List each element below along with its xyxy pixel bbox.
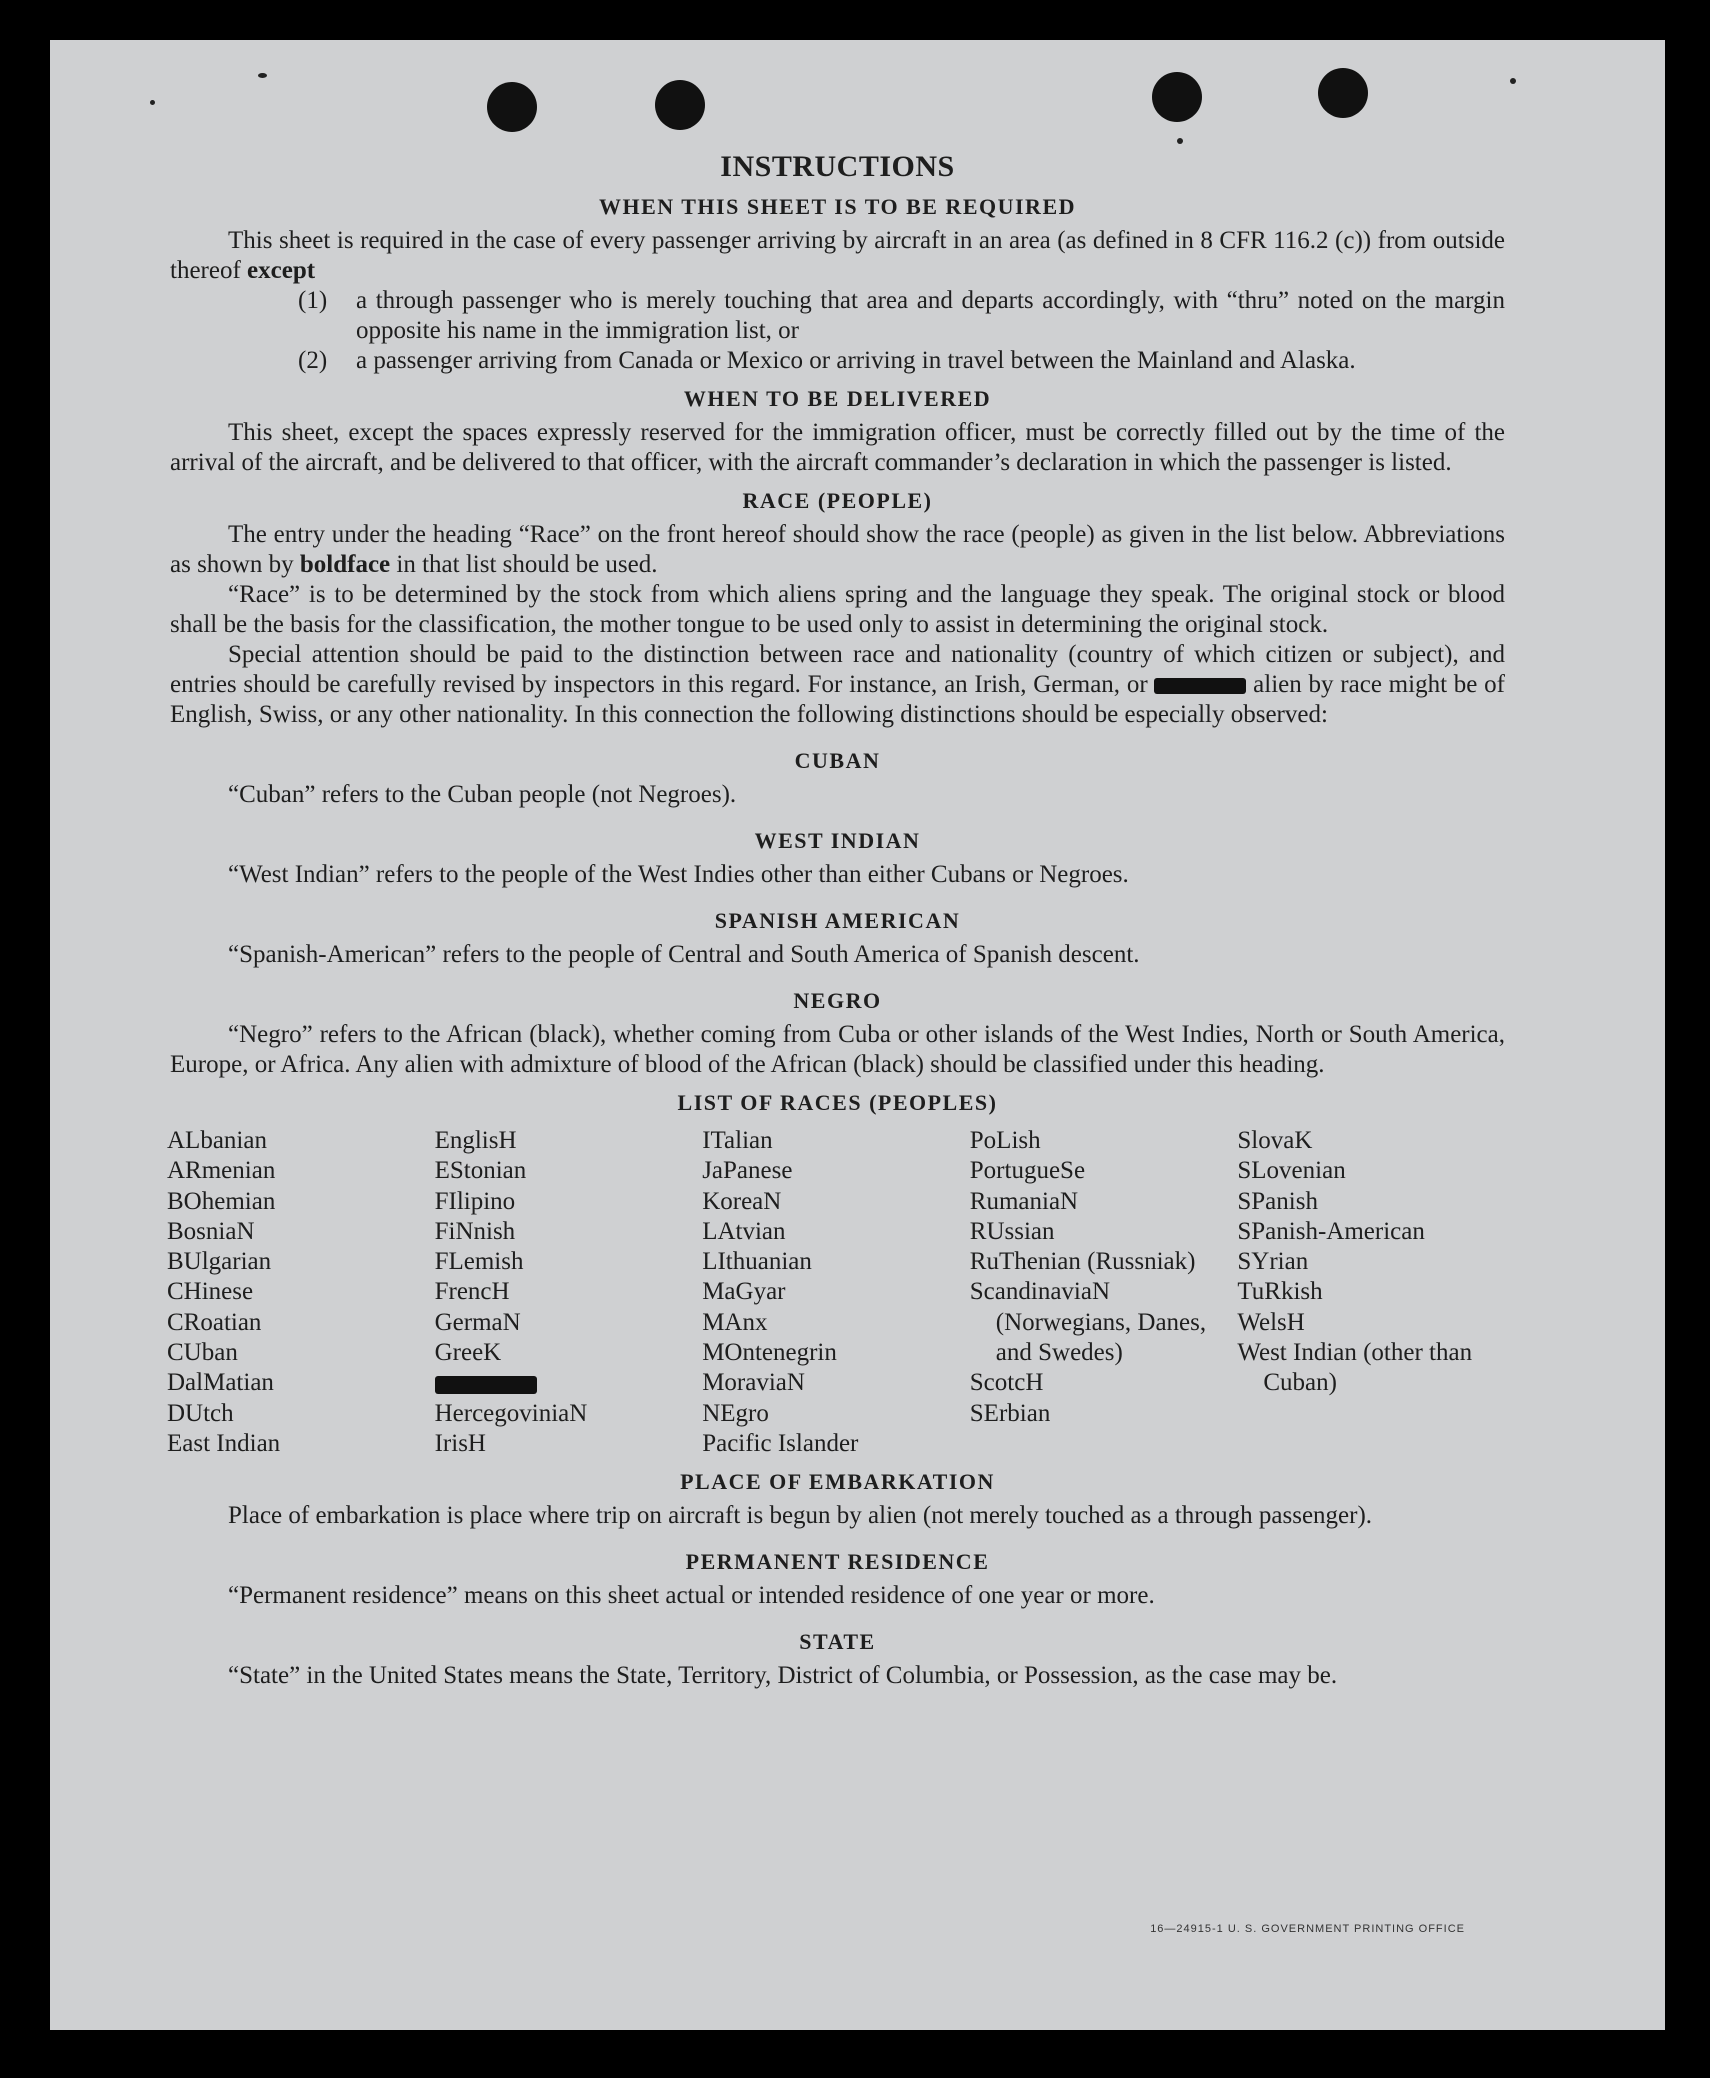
race-list-item: MoraviaN	[702, 1369, 805, 1397]
race-list-item: SErbian	[969, 1399, 1051, 1427]
printing-office-code: 16—24915-1 U. S. GOVERNMENT PRINTING OFFICE	[1150, 1923, 1465, 1935]
race-list-item: BOhemian	[167, 1187, 276, 1215]
race-list	[167, 1126, 1505, 1459]
required-intro: This sheet is required in the case of every passenger arriving by aircraft in an area (as defined in 8 CFR 116.2 (c)) from outside thereof except	[170, 227, 1505, 284]
race-paragraph-1: The entry under the heading “Race” on the front hereof should show the race (people) as given in the list below. Abbreviations as shown by boldface in that list should be used.	[170, 521, 1505, 578]
section-heading-state: STATE	[799, 1629, 876, 1655]
scan-speck	[1510, 78, 1516, 84]
punch-hole	[1318, 68, 1368, 118]
residence-text: “Permanent residence” means on this sheet actual or intended residence of one year or more.	[228, 1582, 1155, 1610]
race-list-item: EStonian	[434, 1157, 527, 1185]
race-list-item: CUban	[167, 1339, 238, 1367]
race-list-item: TuRkish	[1237, 1278, 1323, 1306]
race-column	[167, 1126, 435, 1459]
race-list-item	[435, 1368, 703, 1398]
race-list-item: NEgro	[702, 1399, 769, 1427]
cuban-text: “Cuban” refers to the Cuban people (not Negroes).	[228, 781, 737, 808]
race-list-item: FrencH	[434, 1278, 510, 1306]
race-paragraph-2: “Race” is to be determined by the stock from which aliens spring and the language they speak. The original stock or blood shall be the basis for the classification, the mother tongue to be used only to assist in determining the original stock.	[170, 581, 1505, 638]
section-heading-race: RACE (PEOPLE)	[742, 488, 933, 513]
race-list-item: DUtch	[167, 1399, 234, 1427]
document-page	[50, 40, 1665, 2030]
page-title: INSTRUCTIONS	[720, 150, 955, 183]
race-list-item: MAnx	[702, 1308, 768, 1336]
race-list-item: MOntenegrin	[702, 1339, 837, 1367]
race-list-item: ITalian	[702, 1127, 773, 1154]
race-list-item: FIlipino	[434, 1187, 516, 1215]
race-list-item: BUlgarian	[167, 1248, 272, 1276]
section-heading-west-indian: WEST INDIAN	[754, 828, 921, 853]
race-list-item: West Indian (other than Cuban)	[1237, 1339, 1473, 1397]
punch-hole	[487, 82, 537, 132]
race-list-item: JaPanese	[702, 1157, 793, 1185]
section-heading-spanish-american: SPANISH AMERICAN	[714, 908, 961, 933]
race-list-item: RumaniaN	[969, 1187, 1079, 1215]
race-list-item: RuThenian (Russniak)	[969, 1248, 1196, 1276]
race-list-item: LAtvian	[702, 1217, 786, 1245]
section-heading-negro: NEGRO	[793, 988, 882, 1013]
race-list-item: IrisH	[434, 1429, 486, 1457]
section-heading-residence: PERMANENT RESIDENCE	[685, 1549, 990, 1575]
race-column	[702, 1126, 970, 1459]
race-column	[435, 1126, 703, 1459]
state-text: “State” in the United States means the State, Territory, District of Columbia, or Possession, as the case may be.	[228, 1662, 1338, 1690]
race-list-item: WelsH	[1237, 1308, 1305, 1336]
race-list-item: SLovenian	[1237, 1157, 1346, 1185]
race-list-item: FLemish	[434, 1248, 524, 1276]
redaction-mark	[435, 1376, 537, 1394]
race-list-item: Pacific Islander	[702, 1429, 859, 1457]
race-list-item: SPanish	[1237, 1187, 1318, 1215]
scan-speck	[1177, 138, 1183, 144]
negro-text: “Negro” refers to the African (black), whether coming from Cuba or other islands of the West Indies, North or South America, Europe, or Africa. Any alien with admixture of blood of the African (black) should be classified under this heading.	[170, 1021, 1505, 1078]
race-list-item: RUssian	[969, 1217, 1055, 1245]
section-heading-required: WHEN THIS SHEET IS TO BE REQUIRED	[598, 194, 1077, 219]
race-list-item: DalMatian	[167, 1369, 274, 1397]
race-list-item: ScandinaviaN (Norwegians, Danes, and Swedes)	[969, 1278, 1207, 1367]
section-heading-list-of-races: LIST OF RACES (PEOPLES)	[677, 1090, 998, 1115]
race-list-item: GermaN	[434, 1308, 521, 1336]
race-list-item: ScotcH	[969, 1369, 1044, 1397]
race-list-item: PortugueSe	[969, 1157, 1086, 1185]
race-list-item: KoreaN	[702, 1187, 782, 1215]
race-list-item: PoLish	[969, 1127, 1041, 1154]
race-list-item: LIthuanian	[702, 1248, 812, 1276]
section-heading-delivered: WHEN TO BE DELIVERED	[683, 386, 992, 411]
west-indian-text: “West Indian” refers to the people of the West Indies other than either Cubans or Negroes.	[228, 861, 1129, 888]
embarkation-text: Place of embarkation is place where trip on aircraft is begun by alien (not merely touched as a through passenger).	[228, 1502, 1373, 1530]
race-column	[1237, 1126, 1505, 1459]
race-list-item: SYrian	[1237, 1248, 1309, 1276]
race-column	[970, 1126, 1238, 1459]
race-list-item: CRoatian	[167, 1308, 262, 1336]
section-heading-embarkation: PLACE OF EMBARKATION	[680, 1469, 995, 1495]
required-item: (1) a through passenger who is merely touching that area and departs accordingly, with “thru” noted on the margin opposite his name in the immigration list, or	[298, 287, 1505, 344]
punch-hole	[1152, 72, 1202, 122]
scan-speck	[150, 100, 155, 105]
race-list-item: SlovaK	[1237, 1127, 1313, 1154]
required-item: (2) a passenger arriving from Canada or Mexico or arriving in travel between the Mainland and Alaska.	[298, 347, 1356, 374]
race-list-item: CHinese	[167, 1278, 254, 1306]
race-list-item: SPanish-American	[1237, 1217, 1425, 1245]
scan-speck	[258, 73, 267, 78]
race-list-item: East Indian	[167, 1429, 281, 1457]
section-heading-cuban: CUBAN	[794, 748, 881, 773]
redaction-mark	[1154, 678, 1246, 694]
race-list-item: GreeK	[434, 1339, 502, 1367]
race-list-item: FiNnish	[434, 1217, 516, 1245]
spanish-american-text: “Spanish-American” refers to the people of Central and South America of Spanish descent.	[228, 941, 1140, 968]
race-list-item: BosniaN	[167, 1217, 255, 1245]
race-list-item: ALbanian	[167, 1127, 267, 1154]
race-list-item: ARmenian	[167, 1157, 276, 1185]
punch-hole	[655, 80, 705, 130]
race-paragraph-3: Special attention should be paid to the distinction between race and nationality (country of which citizen or subject), and entries should be carefully revised by inspectors in this regard. For instance, an Irish, German, or alien by race might be of English, Swiss, or any other nationality. In this connection the following distinctions should be especially observed:	[170, 641, 1505, 728]
race-list-item: MaGyar	[702, 1278, 786, 1306]
race-list-item: HercegoviniaN	[434, 1399, 588, 1427]
race-list-item: EnglisH	[434, 1127, 517, 1154]
delivered-text: This sheet, except the spaces expressly reserved for the immigration officer, must be correctly filled out by the time of the arrival of the aircraft, and be delivered to that officer, with the aircraft commander’s declaration in which the passenger is listed.	[170, 419, 1505, 476]
